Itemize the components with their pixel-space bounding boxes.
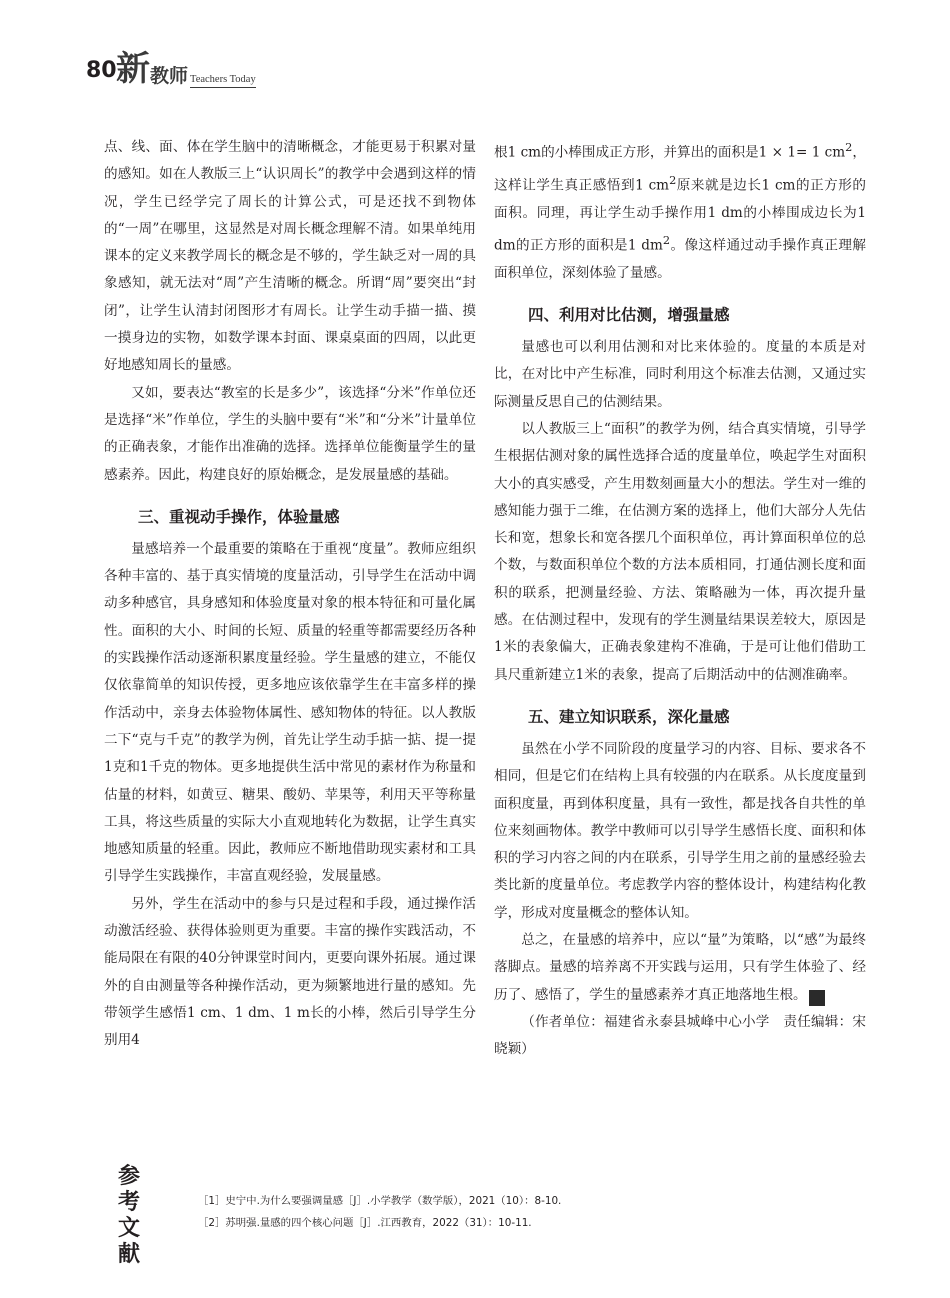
paragraph-text: ，这样让学生真正感悟到1 cm [494, 144, 866, 194]
paragraph [494, 927, 866, 1009]
paragraph: 点、线、面、体在学生脑中的清晰概念，才能更易于积累对量的感知。如在人教版三上“认识周长”的教学中会遇到这样的情况，学生已经学完了周长的计算公式，可是还找不到物体的“一周”在哪里，这显然是对周长概念理解不清。如果单纯用课本的定义来教学周长的概念是不够的，学生缺乏对一周的具象感知，就无法对“周”产生清晰的概念。所谓“周”要突出“封闭”，让学生认清封闭图形才有周长。让学生动手描一描、摸一摸身边的实物，如数学课本封面、课桌桌面的四周，以此更好地感知周长的量感。 [104, 139, 476, 374]
end-mark-icon: 新 [809, 990, 825, 1006]
left-column [104, 134, 476, 1055]
page-number: 80 [86, 58, 117, 83]
logo-sub-text: 教师 [150, 65, 189, 87]
paragraph: 虽然在小学不同阶段的度量学习的内容、目标、要求各不相同，但是它们在结构上具有较强的内在联系。从长度度量到面积度量，再到体积度量，具有一致性，都是找各自共性的单位来刻画物体。教学中教师可以引导学生感悟长度、面积和体积的学习内容之间的内在联系，引导学生用之前的量感经验去类比新的度量单位。考虑教学内容的整体设计，构建结构化教学，形成对度量概念的整体认知。 [494, 740, 866, 921]
references-label-char: 献 [118, 1242, 141, 1267]
references-label-char: 考 [118, 1190, 141, 1215]
author-info: （作者单位：福建省永泰县城峰中心小学 责任编辑：宋晓颖） [494, 1013, 866, 1058]
page-header [86, 44, 486, 92]
section-heading-4: 四、利用对比估测，增强量感 [528, 306, 730, 325]
right-column [494, 134, 866, 1064]
paragraph-text: 。像这样通过动手操作真正理解面积单位，深刻体验了量感。 [494, 237, 866, 281]
paragraph: 量感培养一个最重要的策略在于重视“度量”。教师应组织各种丰富的、基于真实情境的度量活动，引导学生在活动中调动多种感官，具身感知和体验度量对象的根本特征和可量化属性。面积的大小、时间的长短、质量的轻重等都需要经历各种的实践操作活动逐渐积累度量经验。学生量感的建立，不能仅仅依靠简单的知识传授，更多地应该依靠学生在丰富多样的操作活动中，亲身去体验物体属性、感知物体的特征。以人教版二下“克与千克”的教学为例，首先让学生动手掂一掂、提一提1克和1千克的物体。更多地提供生活中常见的素材作为称量和估量的材料，如黄豆、糖果、酸奶、苹果等，利用天平等称量工具，将这些质量的实际大小直观地转化为数据，让学生真实地感知质量的轻重。因此，教师应不断地借助现实素材和工具引导学生实践操作，丰富直观经验，发展量感。 [104, 540, 476, 885]
superscript: 2 [845, 140, 853, 154]
magazine-logo [116, 48, 256, 88]
superscript: 2 [669, 172, 677, 187]
paragraph-text: 原来就是边长1 cm的正方形的面积。同理，再让学生动手操作用1 dm的小棒围成边长为1 dm的正方形的面积是1 dm [494, 177, 866, 254]
logo-english-text: Teachers Today [190, 73, 256, 88]
references-label [118, 1164, 142, 1268]
reference-item: ［1］史宁中.为什么要强调量感［J］.小学教学（数学版），2021（10）：8-10. [198, 1195, 562, 1207]
paragraph-text: 总之，在量感的培养中，应以“量”为策略，以“感”为最终落脚点。量感的培养离不开实践与运用，只有学生体验了、经历了、感悟了，学生的量感素养才真正地落地生根。 [494, 932, 866, 1003]
superscript: 2 [662, 232, 671, 247]
references-label-char: 参 [118, 1164, 141, 1189]
paragraph [494, 134, 866, 287]
paragraph: 又如，要表达“教室的长是多少”，该选择“分米”作单位还是选择“米”作单位，学生的头脑中要有“米”和“分米”计量单位的正确表象，才能作出准确的选择。选择单位能衡量学生的量感素养。因此，构建良好的原始概念，是发展量感的基础。 [104, 384, 476, 483]
paragraph: 量感也可以利用估测和对比来体验的。度量的本质是对比，在对比中产生标准，同时利用这个标准去估测，又通过实际测量反思自己的估测结果。 [494, 339, 866, 410]
references-label-char: 文 [118, 1216, 141, 1241]
logo-main-character: 新 [116, 49, 149, 89]
paragraph-text: 根1 cm的小棒围成正方形，并算出的面积是1 × 1= 1 cm [494, 144, 846, 161]
references-list [198, 1190, 561, 1234]
paragraph: 另外，学生在活动中的参与只是过程和手段，通过操作活动激活经验、获得体验则更为重要。丰富的操作实践活动，不能局限在有限的40分钟课堂时间内，更要向课外拓展。通过课外的自由测量等各种操作活动，更为频繁地进行量的感知。先带领学生感悟1 cm、1 dm、1 m长的小棒，然后引导学生分别用4 [104, 895, 476, 1049]
section-heading-3: 三、重视动手操作，体验量感 [138, 507, 340, 526]
reference-item: ［2］苏明强.量感的四个核心问题［J］.江西教育，2022（31）：10-11. [198, 1217, 532, 1229]
section-heading-5: 五、建立知识联系，深化量感 [528, 707, 730, 726]
paragraph: 以人教版三上“面积”的教学为例，结合真实情境，引导学生根据估测对象的属性选择合适的度量单位，唤起学生对面积大小的真实感受，产生用数刻画量大小的想法。学生对一维的感知能力强于二维，在估测方案的选择上，他们大部分人先估长和宽，想象长和宽各摆几个面积单位，再计算面积单位的总个数，与数面积单位个数的方法本质相同，打通估测长度和面积的联系，把测量经验、方法、策略融为一体，再次提升量感。在估测过程中，发现有的学生测量结果误差较大，原因是1米的表象偏大，正确表象建构不准确，于是可让他们借助工具尺重新建立1米的表象，提高了后期活动中的估测准确率。 [494, 420, 866, 683]
